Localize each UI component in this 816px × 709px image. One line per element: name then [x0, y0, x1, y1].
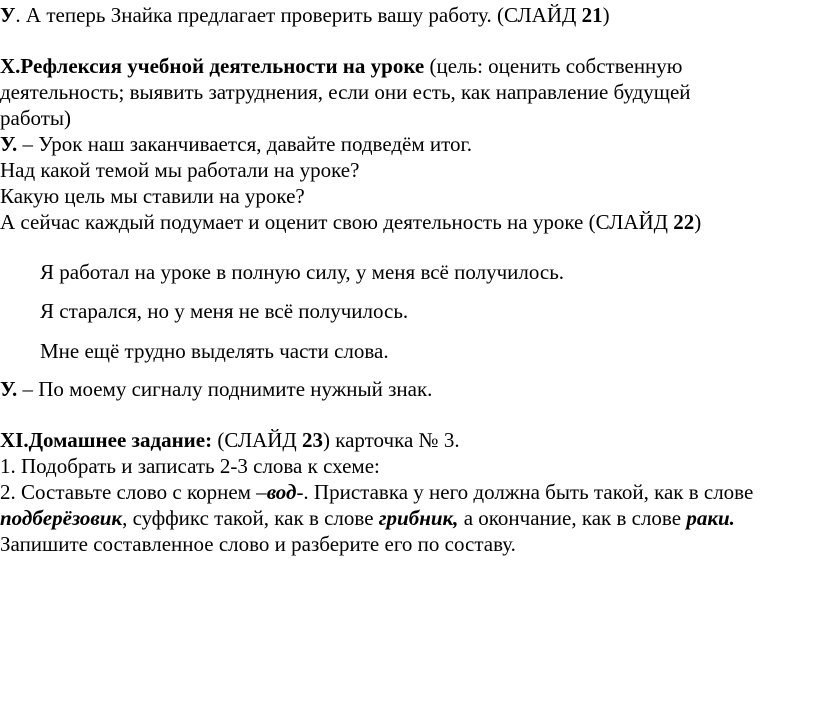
speaker-label: У. — [0, 377, 18, 401]
example-word-prefix: подберёзовик — [0, 506, 123, 530]
homework-text: -. Приставка у него должна быть такой, как в слове — [296, 480, 754, 504]
line-goal-continued: деятельность; выявить затруднения, если они есть, как направление будущей — [0, 80, 691, 104]
homework-text: а окончание, как в слове — [458, 506, 687, 530]
reflection-option-3: Мне ещё трудно выделять части слова. — [40, 339, 389, 363]
line-teacher-1 — [0, 132, 472, 156]
line-question-1: Над какой темой мы работали на уроке? — [0, 158, 360, 182]
reflection-option-2: Я старался, но у меня не всё получилось. — [40, 299, 409, 323]
line-intro — [0, 3, 610, 27]
teacher-text: – Урок наш заканчивается, давайте подведём итог. — [17, 132, 473, 156]
homework-item-2-cont — [0, 506, 735, 530]
homework-text: 2. Составьте слово с корнем – — [0, 480, 267, 504]
section-x-goal: (цель: оценить собственную — [424, 54, 683, 78]
speaker-label: У — [0, 3, 16, 27]
line-section-xi — [0, 428, 460, 452]
example-word-suffix: грибник, — [378, 506, 459, 530]
line-question-3 — [0, 210, 701, 234]
line-goal-end: работы) — [0, 106, 72, 130]
line-teacher-2 — [0, 377, 432, 401]
line-section-x — [0, 54, 682, 78]
homework-text: , суффикс такой, как в слове — [122, 506, 379, 530]
section-x-heading: X.Рефлексия учебной деятельности на уроке — [0, 54, 425, 78]
slide-number: 21 — [581, 3, 603, 27]
question-paren: ) — [694, 210, 702, 234]
homework-item-1: 1. Подобрать и записать 2-3 слова к схеме: — [0, 454, 380, 478]
root-word: вод — [266, 480, 297, 504]
section-xi-heading: XI.Домашнее задание: — [0, 428, 213, 452]
teacher-text: – По моему сигналу поднимите нужный знак. — [17, 377, 433, 401]
slide-ref: (СЛАЙД — [212, 428, 302, 452]
slide-number: 23 — [301, 428, 323, 452]
homework-item-3: Запишите составленное слово и разберите его по составу. — [0, 532, 516, 556]
card-ref: ) карточка № 3. — [322, 428, 460, 452]
intro-text: . А теперь Знайка предлагает проверить вашу работу. (СЛАЙД — [15, 3, 582, 27]
intro-paren: ) — [602, 3, 610, 27]
slide-number: 22 — [673, 210, 695, 234]
homework-item-2 — [0, 480, 753, 504]
example-word-ending: раки. — [686, 506, 735, 530]
speaker-label: У. — [0, 132, 18, 156]
line-question-2: Какую цель мы ставили на уроке? — [0, 184, 305, 208]
reflection-option-1: Я работал на уроке в полную силу, у меня всё получилось. — [40, 260, 565, 284]
question-text: А сейчас каждый подумает и оценит свою деятельность на уроке (СЛАЙД — [0, 210, 674, 234]
